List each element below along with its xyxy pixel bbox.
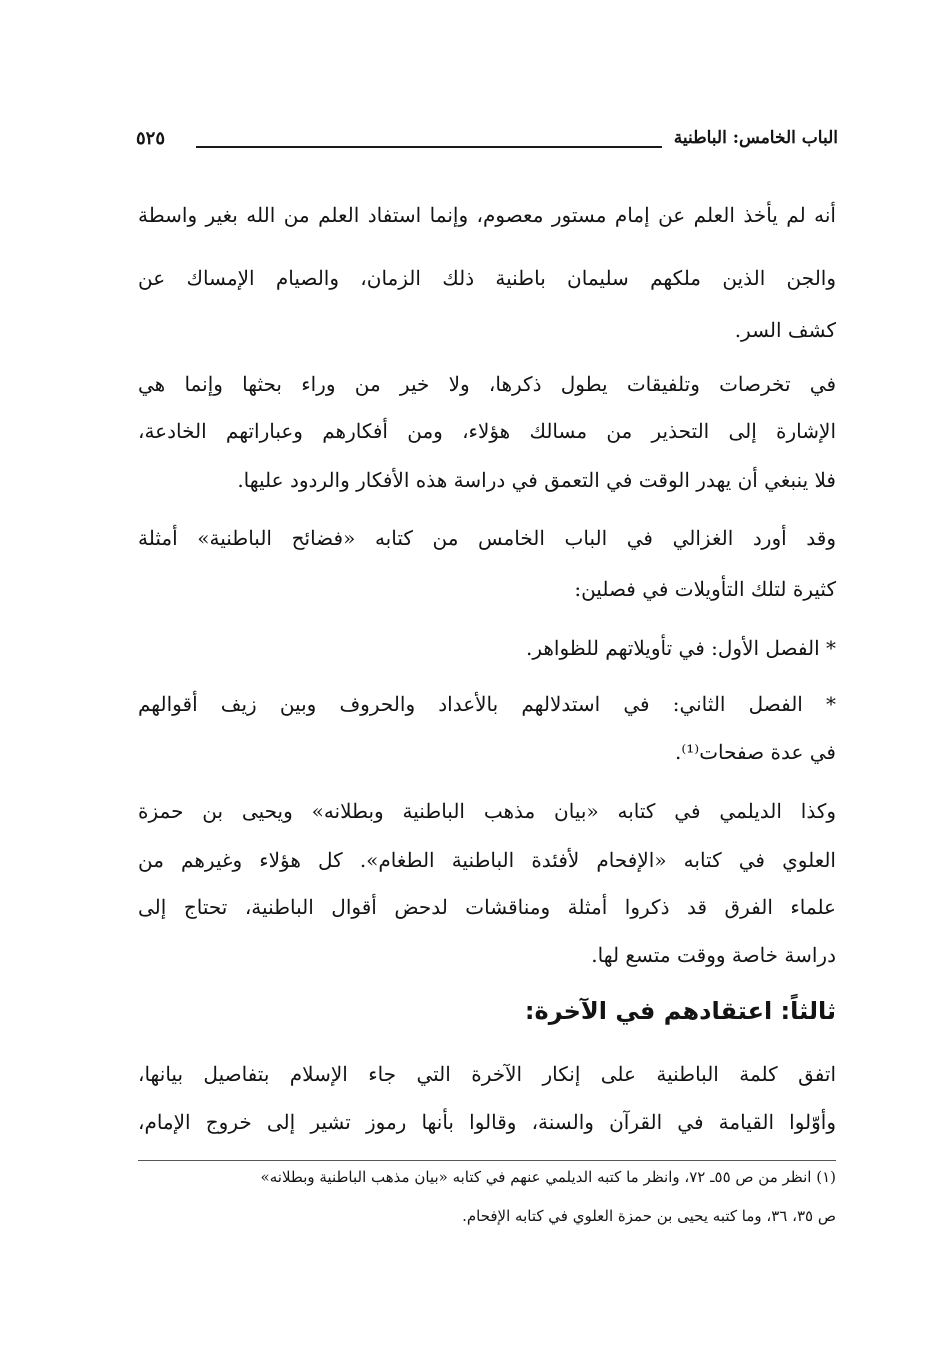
body-line: أنه لم يأخذ العلم عن إمام مستور معصوم، وإنما استفاد العلم من الله بغير واسطة bbox=[138, 203, 836, 227]
body-line: * الفصل الأول: في تأويلاتهم للظواهر. bbox=[525, 636, 836, 660]
body-line: فلا ينبغي أن يهدر الوقت في التعمق في دراسة هذه الأفكار والردود عليها. bbox=[237, 468, 836, 492]
body-line: دراسة خاصة ووقت متسع لها. bbox=[591, 943, 836, 967]
footnote-line: (١) انظر من ص ٥٥ـ ٧٢، وانظر ما كتبه الديلمي عنهم في كتابه «بيان مذهب الباطنية وبطلانه» bbox=[260, 1168, 836, 1186]
body-line: كشف السر. bbox=[734, 318, 836, 342]
body-line: وأوّلوا القيامة في القرآن والسنة، وقالوا بأنها رموز تشير إلى خروج الإمام، bbox=[138, 1110, 836, 1134]
body-line: العلوي في كتابه «الإفحام لأفئدة الباطنية الطغام». كل هؤلاء وغيرهم من bbox=[138, 848, 836, 872]
body-line: كثيرة لتلك التأويلات في فصلين: bbox=[574, 577, 836, 601]
body-line: علماء الفرق قد ذكروا أمثلة ومناقشات لدحض أقوال الباطنية، تحتاج إلى bbox=[138, 895, 836, 919]
footnote-line: ص ٣٥، ٣٦، وما كتبه يحيى بن حمزة العلوي في كتابه الإفحام. bbox=[462, 1207, 836, 1225]
body-line: في عدة صفحات⁽¹⁾. bbox=[674, 740, 836, 764]
running-title: الباب الخامس: الباطنية bbox=[673, 128, 838, 148]
body-line: اتفق كلمة الباطنية على إنكار الآخرة التي جاء الإسلام بتفاصيل بيانها، bbox=[138, 1062, 836, 1086]
body-line: وقد أورد الغزالي في الباب الخامس من كتابه «فضائح الباطنية» أمثلة bbox=[138, 526, 836, 550]
body-line: والجن الذين ملكهم سليمان باطنية ذلك الزمان، والصيام الإمساك عن bbox=[138, 266, 836, 290]
section-heading: ثالثاً: اعتقادهم في الآخرة: bbox=[524, 997, 836, 1025]
page-number: ٥٢٥ bbox=[136, 128, 166, 149]
footnote-separator bbox=[138, 1160, 836, 1161]
body-line: في تخرصات وتلفيقات يطول ذكرها، ولا خير من وراء بحثها وإنما هي bbox=[138, 372, 836, 396]
body-line: وكذا الديلمي في كتابه «بيان مذهب الباطنية وبطلانه» ويحيى بن حمزة bbox=[138, 799, 836, 823]
body-line: * الفصل الثاني: في استدلالهم بالأعداد والحروف وبين زيف أقوالهم bbox=[138, 692, 836, 716]
body-line: الإشارة إلى التحذير من مسالك هؤلاء، ومن أفكارهم وعباراتهم الخادعة، bbox=[138, 419, 836, 443]
